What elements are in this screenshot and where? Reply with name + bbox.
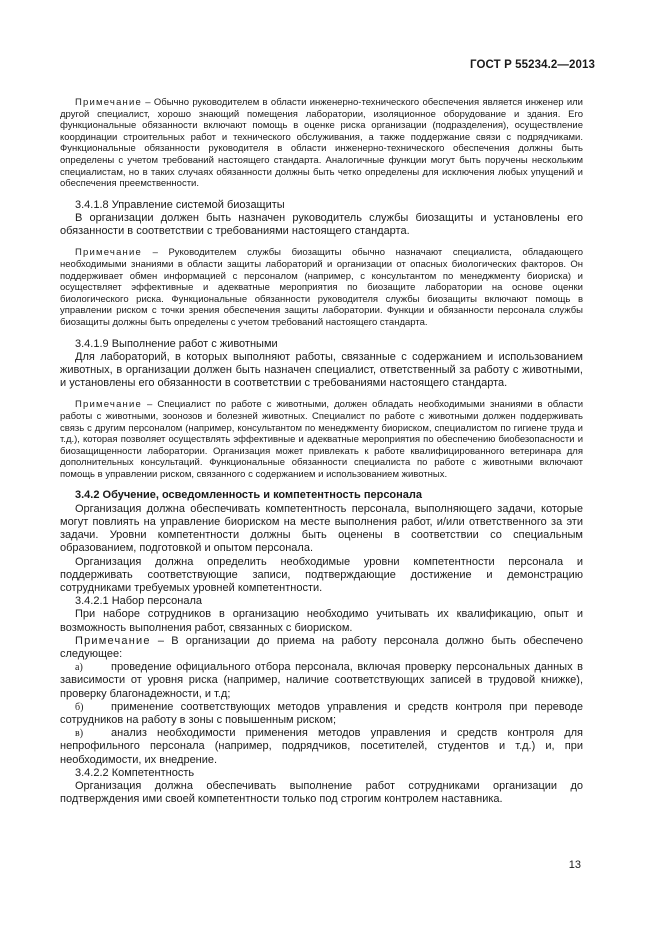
section-heading-3-4-1-8: 3.4.1.8 Управление системой биозащиты: [75, 198, 285, 211]
note-text: – Специалист по работе с животными, должен обладать необходимыми знаниями в области работы с животными, зоонозов и болезней животных. Специалист по работе с животными должен поддерживать связь с другим персоналом (например, консультантом по менеджменту биориском, специалистом по гигиене труда и т.д.), которая позволяет осуществлять эффективные и адекватные мероприятия по обеспечению биобезопасности и биозащищенности лаборатории. Организация может привлекать к работе квалифицированного ветеринара для дополнительных консультаций. Функциональные обязанности специалиста по работе с животными включают помощь в управлении риском, связанного с содержанием и использованием животных.: [60, 399, 583, 480]
document-code-header: ГОСТ Р 55234.2—2013: [470, 59, 595, 71]
note-label: Примечание: [75, 97, 142, 108]
note-label: Примечание: [75, 247, 142, 259]
page-number: 13: [568, 859, 581, 871]
section-heading-3-4-2-1: 3.4.2.1 Набор персонала: [75, 595, 203, 608]
section-heading-3-4-2-2: 3.4.2.2 Компетентность: [75, 766, 195, 779]
note-animals: [60, 399, 583, 480]
section-heading-3-4-2: 3.4.2 Обучение, осведомленность и компетентность персонала: [75, 489, 423, 502]
list-item-text: проведение официального отбора персонала, включая проверку персональных данных в зависимости от уровня риска (например, наличие соответствующих записей в трудовой книжке), проверку благонадежности, и т.д;: [60, 661, 583, 700]
note-recruitment: [60, 635, 583, 661]
list-marker: в): [75, 728, 84, 740]
note-label: Примечание: [75, 634, 151, 647]
list-marker: б): [75, 701, 84, 713]
section-text-3-4-2-p2: Организация должна определить необходимые уровни компетентности персонала и поддерживать соответствующие записи, подтверждающие достижение и демонстрацию сотрудниками требуемых уровней компетентности.: [60, 555, 583, 594]
section-text-3-4-1-9: Для лабораторий, в которых выполняют работы, связанные с содержанием и использованием животных, в организации должен быть назначен специалист, ответственный за работу с животными, и установлены его обязанности в соответствии с требованиями настоящего стандарта.: [60, 350, 583, 390]
list-marker: а): [75, 662, 83, 674]
list-item: [60, 701, 583, 727]
note-engineering: [60, 97, 583, 190]
note-text: – Руководителем службы биозащиты обычно назначают специалиста, обладающего необходимыми знаниями в области защиты лабораторий и организации от опасных биологических факторов. Он поддерживает обмен информацией с персоналом (например, с консультантом по менеджменту биориска) и осуществляет эффективные и адекватные мероприятия по биозащите лаборатории на основе оценки биологического риска. Функциональные обязанности руководителя службы биозащиты включают помощь в управлении риском с точки зрения обеспечения защиты лаборатории. Функции и обязанности персонала службы биозащиты должны быть определены с учетом требований настоящего стандарта.: [60, 247, 583, 328]
section-text-3-4-2-2: Организация должна обеспечивать выполнение работ сотрудниками организации до подтверждения ими своей компетентности только под строгим контролем наставника.: [60, 779, 583, 806]
list-item: [60, 661, 583, 701]
section-text-3-4-2-p1: Организация должна обеспечивать компетентность персонала, выполняющего задачи, которые могут повлиять на управление биориском на месте выполнения работ, и/или ответственного за эти задачи. Уровни компетентности должны быть оценены в соответствии со специальным образованием, подготовкой и опытом персонала.: [60, 502, 583, 555]
note-text: – Обычно руководителем в области инженерно-технического обеспечения является инженер или другой специалист, хорошо знающий помещения лаборатории, изоляционное оборудование и здания. Его функциональные обязанности включают помощь в оценке риска организации (подразделения), осуществление координации строительных работ и технического обслуживания, а также поддержание связи с подрядчиками. Функциональные обязанности руководителя в области инженерно-технического обеспечения должны быть определены с учетом требований настоящего стандарта. Аналогичные функции могут быть поручены нескольким специалистам, но в таких случаях обязанности должны быть четко определены для исключения любых упущений и обеспечения преемственности.: [60, 97, 583, 190]
list-item: [60, 727, 583, 767]
list-item-text: анализ необходимости применения методов управления и средств контроля для непрофильного персонала (например, подрядчиков, посетителей, студентов и т.д.) и, при необходимости, их внедрение.: [60, 727, 583, 766]
note-text: – В организации до приема на работу персонала должно быть обеспечено следующее:: [60, 634, 583, 660]
note-label: Примечание: [75, 399, 142, 411]
page-content: [60, 97, 583, 806]
section-text-3-4-1-8: В организации должен быть назначен руководитель службы биозащиты и установлены его обязанности в соответствии с требованиями настоящего стандарта.: [60, 211, 583, 238]
note-biosecurity: [60, 247, 583, 328]
list-item-text: применение соответствующих методов управления и средств контроля при переводе сотрудников на работу в зоны с повышенным риском;: [60, 700, 583, 726]
section-text-3-4-2-1: При наборе сотрудников в организацию необходимо учитывать их квалификацию, опыт и возможность выполнения работ, связанных с биориском.: [60, 608, 583, 634]
section-heading-3-4-1-9: 3.4.1.9 Выполнение работ с животными: [75, 337, 278, 350]
